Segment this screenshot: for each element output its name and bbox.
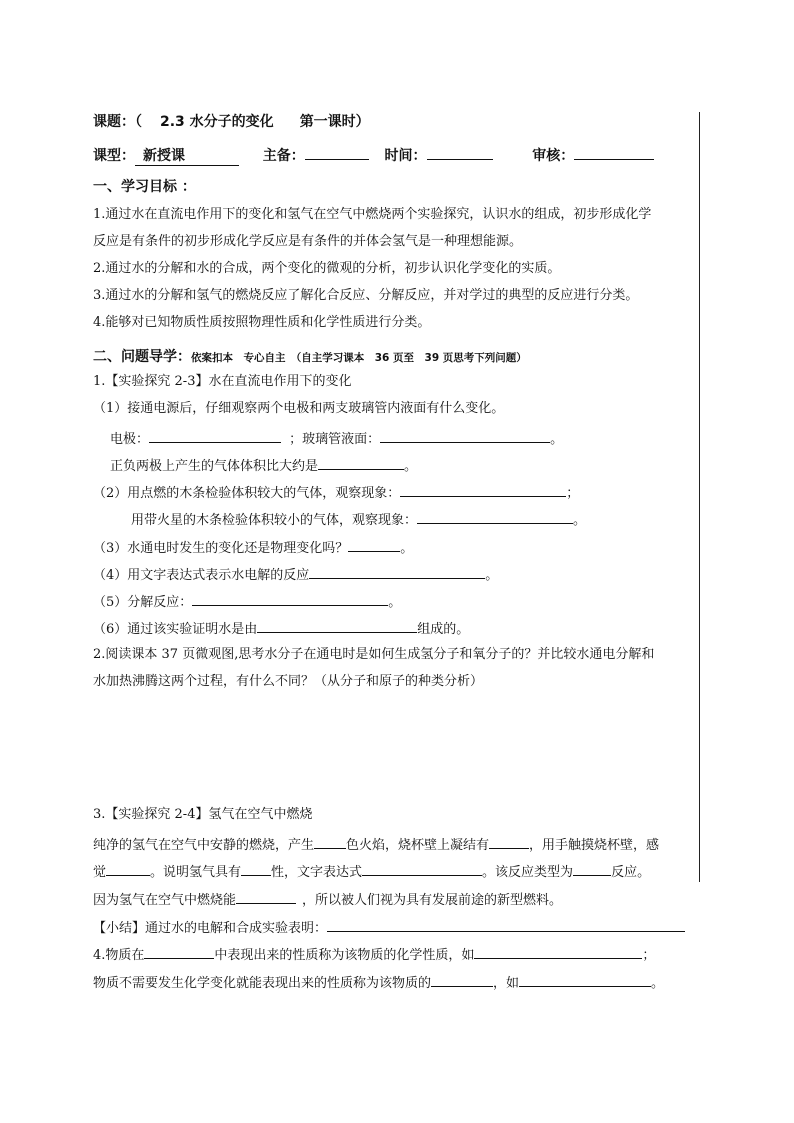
title-label: 课题：（ xyxy=(93,114,142,130)
q4-row-a xyxy=(93,944,655,965)
q1-1: （1）接通电源后，仔细观察两个电极和两支玻璃管内液面有什么变化。 xyxy=(93,401,505,416)
q1-4-blank[interactable] xyxy=(309,564,485,579)
q3-row-a xyxy=(93,834,659,855)
q1-2b-row xyxy=(131,509,586,530)
q1-6-row xyxy=(93,618,469,639)
q1-5-blank[interactable] xyxy=(192,591,388,606)
q1-1-electrode-row xyxy=(110,428,563,449)
q1-6-end: 组成的。 xyxy=(417,622,470,637)
title-session: 第一课时） xyxy=(299,114,370,130)
ratio-label: 正负两极上产生的气体体积比大约是 xyxy=(110,459,319,474)
time-blank[interactable] xyxy=(427,145,493,160)
q1-2b-blank[interactable] xyxy=(417,509,573,524)
q1-3-label: （3）水通电时发生的变化还是物理变化吗？ xyxy=(93,541,349,556)
q3-c2: ，所以被人们视为具有发展前途的新型燃料。 xyxy=(302,893,563,908)
q1-6-label: （6）通过该实验证明水是由 xyxy=(93,622,258,637)
summary-row xyxy=(93,917,685,938)
right-margin-rule xyxy=(699,112,700,882)
section1-heading: 一、学习目标 ： xyxy=(93,179,196,195)
q1-5-row xyxy=(93,591,401,612)
q1-3-blank[interactable] xyxy=(348,537,400,552)
q4-property-blank[interactable] xyxy=(431,972,493,987)
q2-b: 水加热沸腾这两个过程，有什么不同？（从分子和原子的种类分析） xyxy=(93,674,484,689)
reaction-type-blank[interactable] xyxy=(573,861,611,876)
q3-row-b xyxy=(93,861,650,882)
expression-blank[interactable] xyxy=(362,861,482,876)
period: 。 xyxy=(573,513,587,528)
q3-b5: 反应。 xyxy=(611,865,651,880)
q3-a3: ，用手触摸烧杯壁，感 xyxy=(529,838,660,853)
condensate-blank[interactable] xyxy=(489,834,529,849)
ratio-blank[interactable] xyxy=(318,455,404,470)
q2-a: 2.阅读课本 37 页微观图,思考水分子在通电时是如何生成氢分子和氧分子的？并比较水通电分解和 xyxy=(93,647,655,662)
q3-b1: 觉 xyxy=(93,865,107,880)
q1-4-row xyxy=(93,564,498,585)
q1-2b-label: 用带火星的木条检验体积较小的气体，观察现象： xyxy=(131,513,418,528)
q3-title: 3.【实验探究 2-4】氢气在空气中燃烧 xyxy=(93,807,313,822)
q1-2a-blank[interactable] xyxy=(400,482,566,497)
tube-blank[interactable] xyxy=(380,428,550,443)
section2-subtitle: 依案扣本 专心自主 （自主学习课本 36 页至 39 页思考下列问题） xyxy=(191,352,527,364)
tube-label: ；玻璃管液面： xyxy=(289,432,381,447)
period: 。 xyxy=(400,541,414,556)
period: 。 xyxy=(404,459,418,474)
goal-2: 2.通过水的分解和水的合成，两个变化的微观的分析，初步认识化学变化的实质。 xyxy=(93,261,561,276)
q1-6-blank[interactable] xyxy=(257,618,417,633)
q3-b2: 。说明氢气具有 xyxy=(150,865,242,880)
review-label: 审核： xyxy=(532,148,575,164)
period: 。 xyxy=(485,568,499,583)
goal-1a: 1.通过水在直流电作用下的变化和氢气在空气中燃烧两个实验探究，认识水的组成，初步形成化学 xyxy=(93,207,652,222)
author-label: 主备： xyxy=(262,148,305,164)
review-blank[interactable] xyxy=(574,145,654,160)
section2-heading-row xyxy=(93,348,527,367)
author-blank[interactable] xyxy=(305,145,369,160)
q1-2a-row xyxy=(93,482,579,503)
period: 。 xyxy=(550,432,564,447)
type-label: 课型： xyxy=(93,148,135,164)
goal-3: 3.通过水的分解和氢气的燃烧反应了解化合反应、分解反应，并对学过的典型的反应进行分类。 xyxy=(93,288,639,303)
feel-blank[interactable] xyxy=(106,861,150,876)
q4-chem-example-blank[interactable] xyxy=(474,944,642,959)
property-blank[interactable] xyxy=(241,861,271,876)
title-topic: 2.3 水分子的变化 xyxy=(160,114,274,130)
summary-label: 【小结】通过水的电解和合成实验表明： xyxy=(93,921,328,936)
goal-1b: 反应是有条件的初步形成化学反应是有条件的并体会氢气是一种理想能源。 xyxy=(93,234,523,249)
q4-condition-blank[interactable] xyxy=(144,944,214,959)
q3-a1: 纯净的氢气在空气中安静的燃烧，产生 xyxy=(93,838,315,853)
lesson-meta-row xyxy=(93,145,654,166)
type-value[interactable]: 新授课 xyxy=(135,147,239,166)
q1-3-row xyxy=(93,537,413,558)
q4-b3: 。 xyxy=(651,976,665,991)
q3-c1: 因为氢气在空气中燃烧能 xyxy=(93,893,237,908)
q4-a1: 4.物质在 xyxy=(93,948,145,963)
q1-2a-label: （2）用点燃的木条检验体积较大的气体，观察现象： xyxy=(93,486,401,501)
q1-5-label: （5）分解反应： xyxy=(93,595,193,610)
goal-4: 4.能够对已知物质性质按照物理性质和化学性质进行分类。 xyxy=(93,315,431,330)
period: 。 xyxy=(388,595,402,610)
q4-a2: 中表现出来的性质称为该物质的化学性质，如 xyxy=(214,948,475,963)
q3-a2: 色火焰，烧杯壁上凝结有 xyxy=(346,838,490,853)
q4-b1: 物质不需要发生化学变化就能表现出来的性质称为该物质的 xyxy=(93,976,432,991)
semicolon: ； xyxy=(566,486,580,501)
q4-a3: ； xyxy=(642,948,656,963)
electrode-label: 电极： xyxy=(110,432,150,447)
q4-phys-example-blank[interactable] xyxy=(519,972,651,987)
summary-blank[interactable] xyxy=(327,917,685,932)
lesson-title-row xyxy=(93,113,370,131)
burn-blank[interactable] xyxy=(236,889,296,904)
q1-1-ratio-row xyxy=(110,455,417,476)
q1-title: 1.【实验探究 2-3】水在直流电作用下的变化 xyxy=(93,374,352,389)
q3-row-c xyxy=(93,889,562,910)
q4-row-b xyxy=(93,972,664,993)
q3-b3: 性，文字表达式 xyxy=(271,865,363,880)
time-label: 时间： xyxy=(384,148,427,164)
flame-color-blank[interactable] xyxy=(314,834,346,849)
section2-heading: 二、问题导学： xyxy=(93,349,191,365)
q3-b4: 。该反应类型为 xyxy=(482,865,574,880)
q1-4-label: （4）用文字表达式表示水电解的反应 xyxy=(93,568,310,583)
electrode-blank[interactable] xyxy=(149,428,281,443)
q4-b2: ，如 xyxy=(493,976,520,991)
